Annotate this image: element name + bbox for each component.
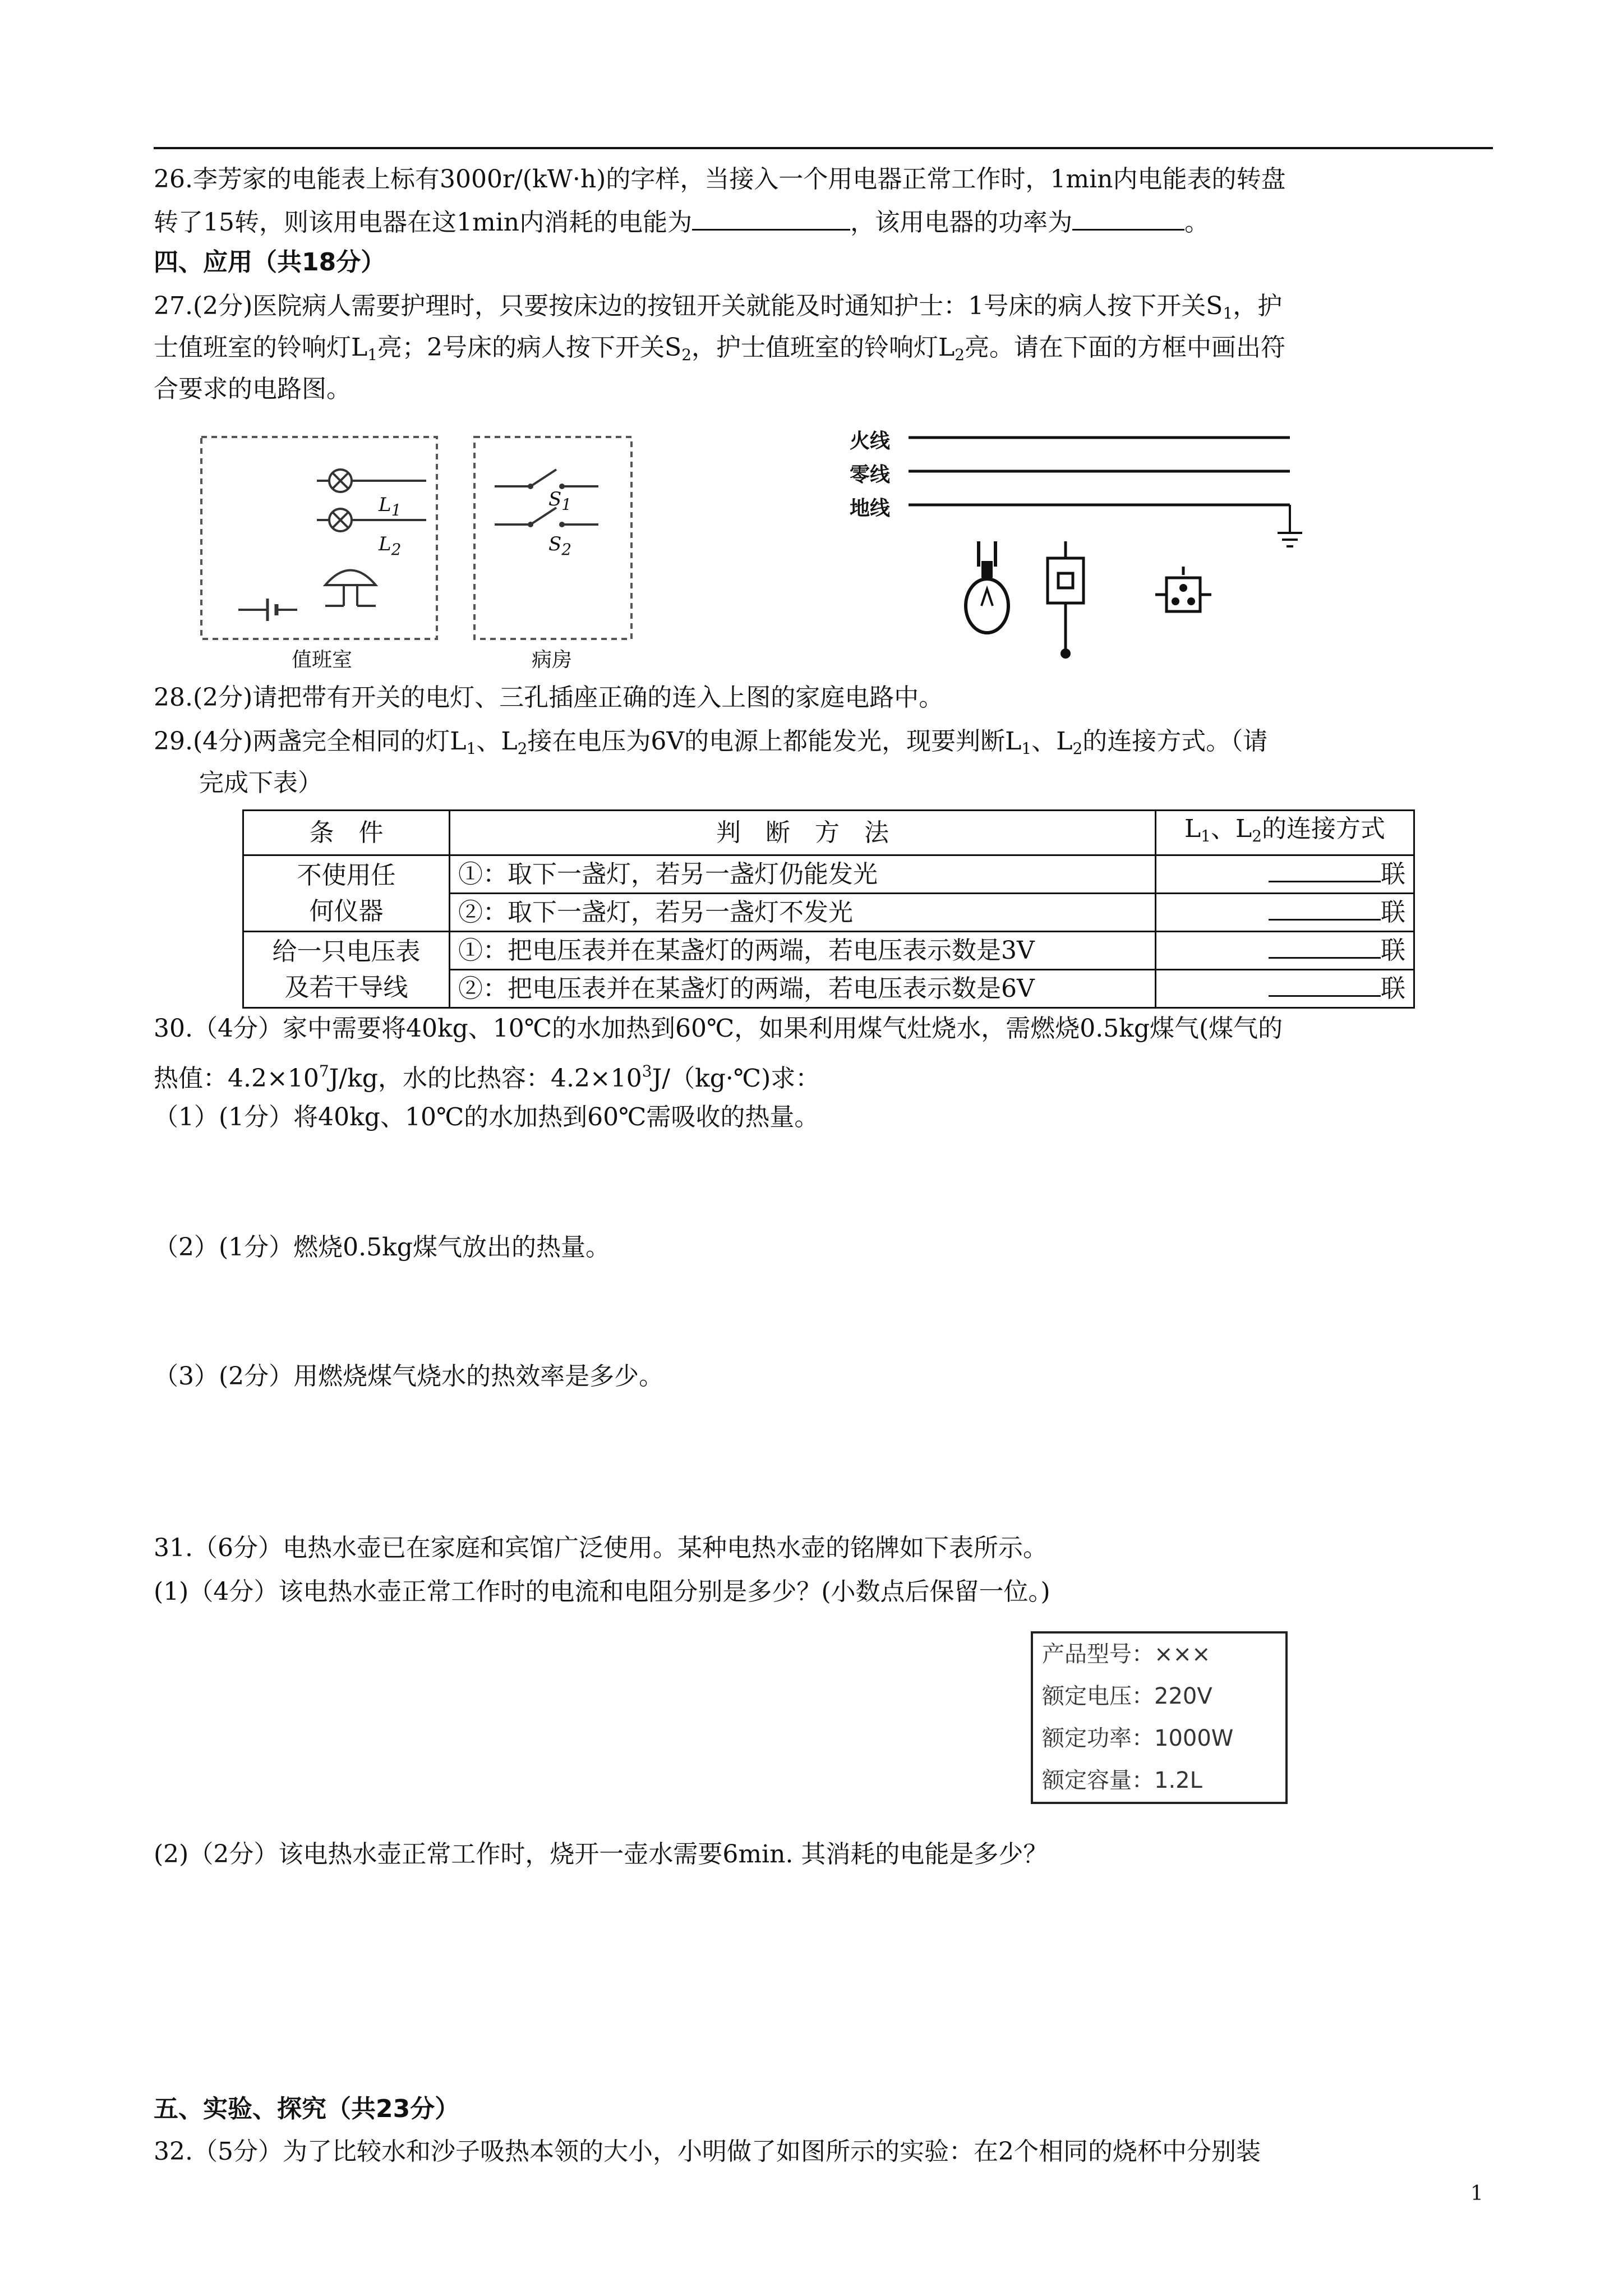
answer-cell: 联	[1156, 855, 1414, 894]
q29-line2: 完成下表）	[199, 769, 322, 797]
q31-line1: 31.（6分）电热水壶已在家庭和宾馆广泛使用。某种电热水壶的铭牌如下表所示。	[154, 1534, 1048, 1562]
q27-line1: 27.(2分)医院病人需要护理时，只要按床边的按钮开关就能及时通知护士：1号床的病人按下开关$S_1$，护	[154, 292, 1283, 323]
q29-line1: 29.(4分)两盏完全相同的灯$L_1$、$L_2$接在电压为6V的电源上都能发光，现要判断$L_1$、$L_2$的连接方式。（请	[154, 727, 1268, 758]
light-bulb-icon	[966, 541, 1008, 633]
s1-label: $S_1$	[548, 488, 572, 514]
method-cell: ①：把电压表并在某盏灯的两端，若电压表示数是3V	[450, 932, 1156, 970]
three-hole-socket-icon	[1155, 567, 1211, 611]
method-cell: ②：取下一盏灯，若另一盏灯不发光	[450, 894, 1156, 932]
lamp-l2-icon	[317, 509, 426, 531]
answer-blank[interactable]	[1269, 894, 1381, 921]
nameplate-power: 额定功率：1000W	[1042, 1726, 1234, 1751]
table-row	[243, 855, 1414, 894]
bell-icon	[325, 570, 376, 606]
q30-part1: （1）(1分）将40kg、10℃的水加热到60℃需吸收的热量。	[154, 1103, 819, 1131]
answer-blank[interactable]	[1269, 856, 1381, 882]
s2-label: $S_2$	[548, 533, 572, 559]
q27-line2: 士值班室的铃响灯$L_1$亮；2号床的病人按下开关$S_2$，护士值班室的铃响灯$L_2$亮。请在下面的方框中画出符	[154, 333, 1286, 364]
header-rule	[154, 147, 1493, 149]
q32-line1: 32.（5分）为了比较水和沙子吸热本领的大小，小明做了如图所示的实验：在2个相同的烧杯中分别装	[154, 2137, 1261, 2166]
switch-s1-icon	[495, 470, 598, 489]
nameplate-capacity: 额定容量：1.2L	[1042, 1768, 1202, 1793]
header-connection: $L_1$、$L_2$的连接方式	[1156, 811, 1414, 855]
q30-part2: （2）(1分）燃烧0.5kg煤气放出的热量。	[154, 1233, 610, 1262]
ward-caption: 病房	[532, 648, 573, 671]
answer-cell: 联	[1156, 894, 1414, 932]
ground-symbol-icon	[1278, 505, 1302, 546]
l1-label: $L_1$	[379, 494, 402, 519]
household-circuit	[897, 421, 1324, 668]
wall-switch-icon	[1048, 541, 1083, 659]
q26-blank-energy[interactable]	[692, 204, 850, 231]
answer-cell: 联	[1156, 932, 1414, 970]
header-condition: 条 件	[243, 811, 450, 855]
answer-blank[interactable]	[1269, 932, 1381, 959]
q30-part3: （3）(2分）用燃烧煤气烧水的热效率是多少。	[154, 1362, 664, 1391]
q27-line3: 合要求的电路图。	[154, 375, 351, 403]
q26-line1: 26.李芳家的电能表上标有3000r/(kW·h)的字样，当接入一个用电器正常工作时，1min内电能表的转盘	[154, 165, 1286, 194]
condition-voltmeter: 给一只电压表 及若干导线	[243, 932, 450, 1008]
q26-blank-power[interactable]	[1072, 204, 1184, 231]
neutral-wire-label: 零线	[850, 463, 891, 486]
method-cell: ②：把电压表并在某盏灯的两端，若电压表示数是6V	[450, 970, 1156, 1008]
q26-line2: 转了15转，则该用电器在这1min内消耗的电能为 ，该用电器的功率为 。	[154, 204, 1209, 240]
answer-cell: 联	[1156, 970, 1414, 1008]
q29-table	[242, 809, 1415, 1009]
q28-line: 28.(2分)请把带有开关的电灯、三孔插座正确的连入上图的家庭电路中。	[154, 683, 944, 712]
battery-icon	[238, 599, 297, 621]
section4-heading: 四、应用（共18分）	[154, 248, 386, 277]
nameplate-model: 产品型号：×××	[1042, 1641, 1211, 1667]
l2-label: $L_2$	[379, 533, 402, 559]
ground-wire-label: 地线	[850, 497, 891, 520]
duty-room-caption: 值班室	[292, 648, 353, 671]
condition-no-instrument: 不使用任 何仪器	[243, 855, 450, 932]
live-wire-label: 火线	[850, 430, 891, 453]
duty-room-diagram	[199, 435, 440, 642]
lamp-l1-icon	[317, 470, 426, 492]
section5-heading: 五、实验、探究（共23分）	[154, 2095, 460, 2123]
switch-s2-icon	[495, 508, 598, 527]
answer-blank[interactable]	[1269, 970, 1381, 997]
nameplate-voltage: 额定电压：220V	[1042, 1683, 1212, 1709]
page-number: 1	[1470, 2182, 1483, 2205]
header-method: 判 断 方 法	[450, 811, 1156, 855]
method-cell: ①：取下一盏灯，若另一盏灯仍能发光	[450, 855, 1156, 894]
table-row	[243, 932, 1414, 970]
table-header-row	[243, 811, 1414, 855]
q30-line1: 30.（4分）家中需要将40kg、10℃的水加热到60℃，如果利用煤气灶烧水，需燃烧0.5kg煤气(煤气的	[154, 1014, 1283, 1043]
kettle-nameplate	[1031, 1631, 1288, 1804]
q31-part1: (1)（4分）该电热水壶正常工作时的电流和电阻分别是多少？(小数点后保留一位。)	[154, 1577, 1050, 1606]
q30-line2: 热值：$4.2\times 10^7J/kg$，水的比热容：$4.2\times 10^3J/(kg\cdot℃)$求：	[154, 1062, 820, 1093]
q31-part2: (2)（2分）该电热水壶正常工作时，烧开一壶水需要6min. 其消耗的电能是多少？	[154, 1840, 1048, 1869]
